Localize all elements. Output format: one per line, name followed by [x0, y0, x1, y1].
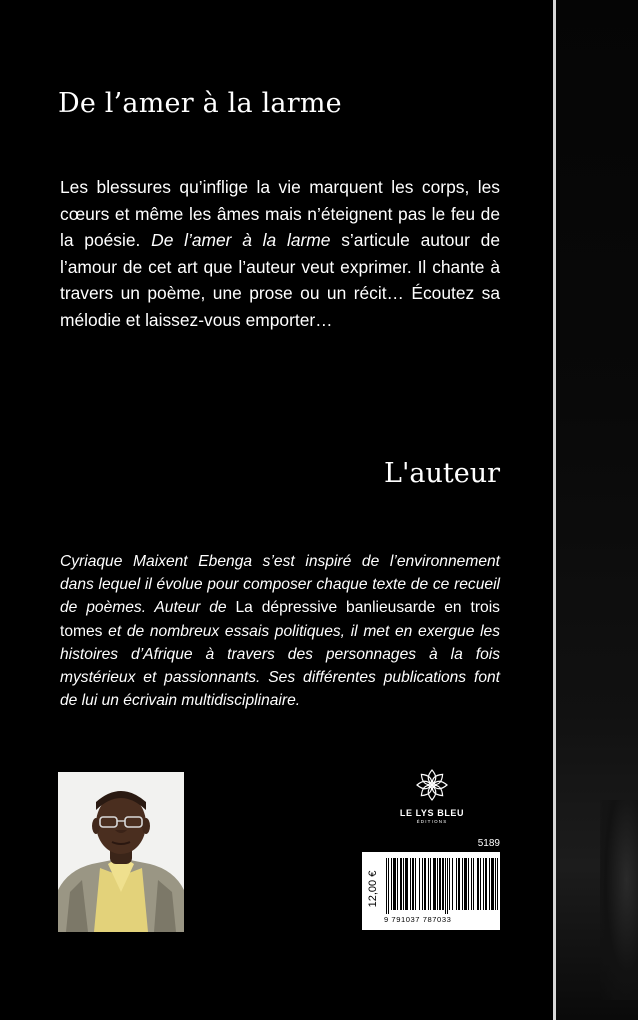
- book-title: De l’amer à la larme: [58, 88, 342, 119]
- barcode-bar: [485, 858, 487, 910]
- barcode-bar: [464, 858, 467, 910]
- barcode-bar: [422, 858, 423, 910]
- lily-flower-icon: [415, 768, 449, 802]
- barcode-bar: [430, 858, 431, 910]
- author-photo: [58, 772, 184, 932]
- bio-work-title: La dépressive banlieusarde: [235, 599, 436, 617]
- barcode-bar: [447, 858, 448, 914]
- barcode-bar: [393, 858, 396, 910]
- bio-tomes-text: en trois tomes: [60, 599, 500, 640]
- barcode-bar: [442, 858, 444, 910]
- barcode-bar: [424, 858, 426, 910]
- summary-text-start: Les blessures qu’inflige la vie marquent les corps, les cœurs et même les âmes mais n’éteignent pas le feu de la poésie.: [60, 177, 500, 250]
- barcode-bar: [471, 858, 472, 910]
- barcode-bar: [428, 858, 429, 910]
- barcode-bar: [403, 858, 404, 910]
- barcode-bar: [400, 858, 402, 910]
- barcode-bar: [405, 858, 408, 910]
- bio-text-start: Cyriaque Maixent Ebenga s’est inspiré de l’environnement dans lequel il évolue pour composer chaque texte de ce recueil de poèmes. Auteur de: [60, 553, 500, 617]
- barcode-bar: [489, 858, 490, 910]
- summary-book-title: De l’amer à la larme: [151, 230, 331, 250]
- barcode-bar: [433, 858, 436, 910]
- barcode-bar: [495, 858, 496, 910]
- barcode-bar: [410, 858, 411, 910]
- barcode-bar: [497, 858, 498, 910]
- barcode-bar: [483, 858, 484, 910]
- barcode-bar: [445, 858, 446, 914]
- publisher-name: LE LYS BLEU: [399, 808, 465, 818]
- barcode-bar: [388, 858, 389, 914]
- author-bio: [60, 550, 500, 712]
- barcode-bar: [449, 858, 450, 910]
- barcode-bar: [456, 858, 457, 910]
- barcode-bar: [462, 858, 463, 910]
- barcode-bar: [468, 858, 469, 910]
- publisher-logo: [396, 768, 468, 824]
- barcode-bar: [419, 858, 420, 910]
- isbn-barcode: [386, 858, 498, 914]
- barcode-bar: [415, 858, 416, 910]
- barcode-bar: [412, 858, 414, 910]
- barcode-bar: [386, 858, 387, 914]
- barcode-bar: [473, 858, 474, 910]
- author-heading: L'auteur: [384, 458, 500, 489]
- barcode-bar: [439, 858, 441, 910]
- barcode-bar: [458, 858, 460, 910]
- barcode-bar: [452, 858, 453, 910]
- author-portrait-icon: [58, 772, 184, 932]
- summary-text-end: s’articule autour de l’amour de cet art que l’auteur veut exprimer. Il chante à travers un poème, une prose ou un récit… Écoutez sa mélodie et laissez-vous emporter…: [60, 230, 500, 330]
- barcode-label: [362, 852, 500, 930]
- barcode-bar: [480, 858, 481, 910]
- barcode-bar: [437, 858, 438, 910]
- spine-shadow: [600, 800, 638, 1000]
- book-summary: [60, 174, 500, 333]
- barcode-bar: [491, 858, 494, 910]
- barcode-bar: [397, 858, 398, 910]
- price: 12,00 €: [367, 870, 379, 908]
- bio-text-end: et de nombreux essais politiques, il met en exergue les histoires d’Afrique à travers des personnages à la fois mystérieux et passionnants. Ses différentes publications font de lui un écrivain multidisciplinaire.: [60, 622, 501, 710]
- isbn-number: 9 791037 787033: [384, 915, 452, 924]
- reference-number: 5189: [477, 838, 500, 849]
- barcode-bar: [477, 858, 479, 910]
- barcode-bar: [391, 858, 392, 910]
- publisher-subtitle: ÉDITIONS: [416, 819, 448, 824]
